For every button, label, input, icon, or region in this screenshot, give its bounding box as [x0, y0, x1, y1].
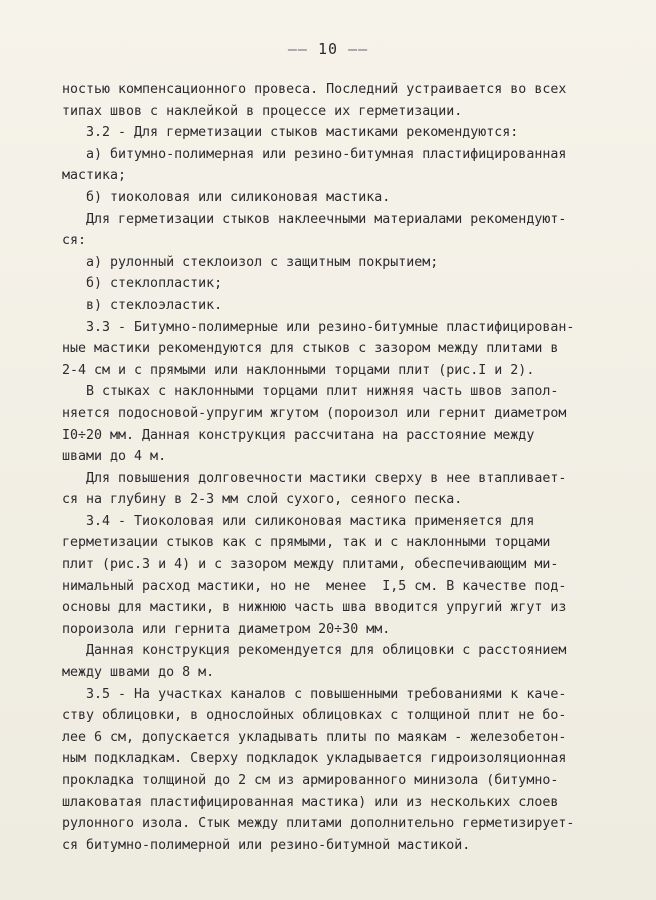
text-line: б) тиоколовая или силиконовая мастика.: [62, 189, 391, 205]
right-dash-decoration: ——: [348, 40, 369, 58]
text-line: Для повышения долговечности мастики сверху в нее втапливает-: [62, 470, 567, 486]
text-line: а) рулонный стеклоизол с защитным покрытием;: [62, 254, 439, 270]
text-line: типах швов с наклейкой в процессе их герметизации.: [62, 103, 463, 119]
text-line: ностью компенсационного провеса. Последний устраивается во всех: [62, 82, 567, 97]
text-line: I0÷20 мм. Данная конструкция рассчитана на расстояние между: [62, 427, 535, 443]
page-number: 10: [317, 40, 339, 58]
text-line: швами до 4 м.: [62, 449, 167, 465]
text-line: герметизации стыков как с прямыми, так и с наклонными торцами: [62, 535, 551, 551]
text-line: прокладка толщиной до 2 см из армированного минизола (битумно-: [62, 773, 559, 788]
text-line: лее 6 см, допускается укладывать плиты по маякам - железобетон-: [62, 729, 567, 745]
text-line: б) стеклопластик;: [62, 276, 223, 292]
text-line: шлаковатая пластифицированная мастика) или из нескольких слоев: [62, 794, 559, 810]
text-line: в) стеклоэластик.: [62, 297, 223, 313]
text-line: нимальный расход мастики, но не менее I,5 см. В качестве под-: [62, 578, 567, 594]
text-line: 3.5 - На участках каналов с повышенными требованиями к каче-: [62, 686, 567, 702]
text-line: а) битумно-полимерная или резино-битумная пластифицированная: [62, 146, 567, 162]
left-dash-decoration: ——: [287, 40, 308, 58]
text-line: ные мастики рекомендуются для стыков с зазором между плитами в: [62, 341, 559, 357]
text-line: ся битумно-полимерной или резино-битумной мастикой.: [62, 837, 471, 853]
body-text: [62, 79, 622, 856]
text-line: ся на глубину в 2-3 мм слой сухого, сеяного песка.: [62, 492, 463, 508]
text-line: В стыках с наклонными торцами плит нижняя часть швов запол-: [62, 384, 559, 400]
text-line: ным подкладкам. Сверху подкладок укладывается гидроизоляционная: [62, 751, 567, 767]
text-line: няется подосновой-упругим жгутом (пороизол или гернит диаметром: [62, 405, 567, 421]
text-line: 3.2 - Для герметизации стыков мастиками рекомендуются:: [62, 125, 519, 141]
text-line: ся:: [62, 233, 87, 249]
text-line: мастика;: [62, 168, 127, 184]
text-line: 2-4 см и с прямыми или наклонными торцами плит (рис.I и 2).: [62, 362, 535, 378]
page-number-header: [0, 40, 656, 58]
text-line: между швами до 8 м.: [62, 665, 215, 681]
text-line: 3.3 - Битумно-полимерные или резино-битумные пластифицирован-: [62, 319, 575, 335]
text-line: ству облицовки, в однослойных облицовках с толщиной плит не бо-: [62, 708, 567, 724]
text-line: Для герметизации стыков наклеечными материалами рекомендуют-: [62, 211, 567, 227]
text-line: 3.4 - Тиоколовая или силиконовая мастика применяется для: [62, 513, 535, 529]
text-line: Данная конструкция рекомендуется для облицовки с расстоянием: [62, 643, 567, 659]
text-line: пороизола или гернита диаметром 20÷30 мм.: [62, 621, 391, 637]
text-line: рулонного изола. Стык между плитами дополнительно герметизирует-: [62, 816, 575, 832]
text-line: основы для мастики, в нижнюю часть шва вводится упругий жгут из: [62, 600, 567, 616]
text-line: плит (рис.3 и 4) и с зазором между плитами, обеспечивающим ми-: [62, 557, 559, 573]
